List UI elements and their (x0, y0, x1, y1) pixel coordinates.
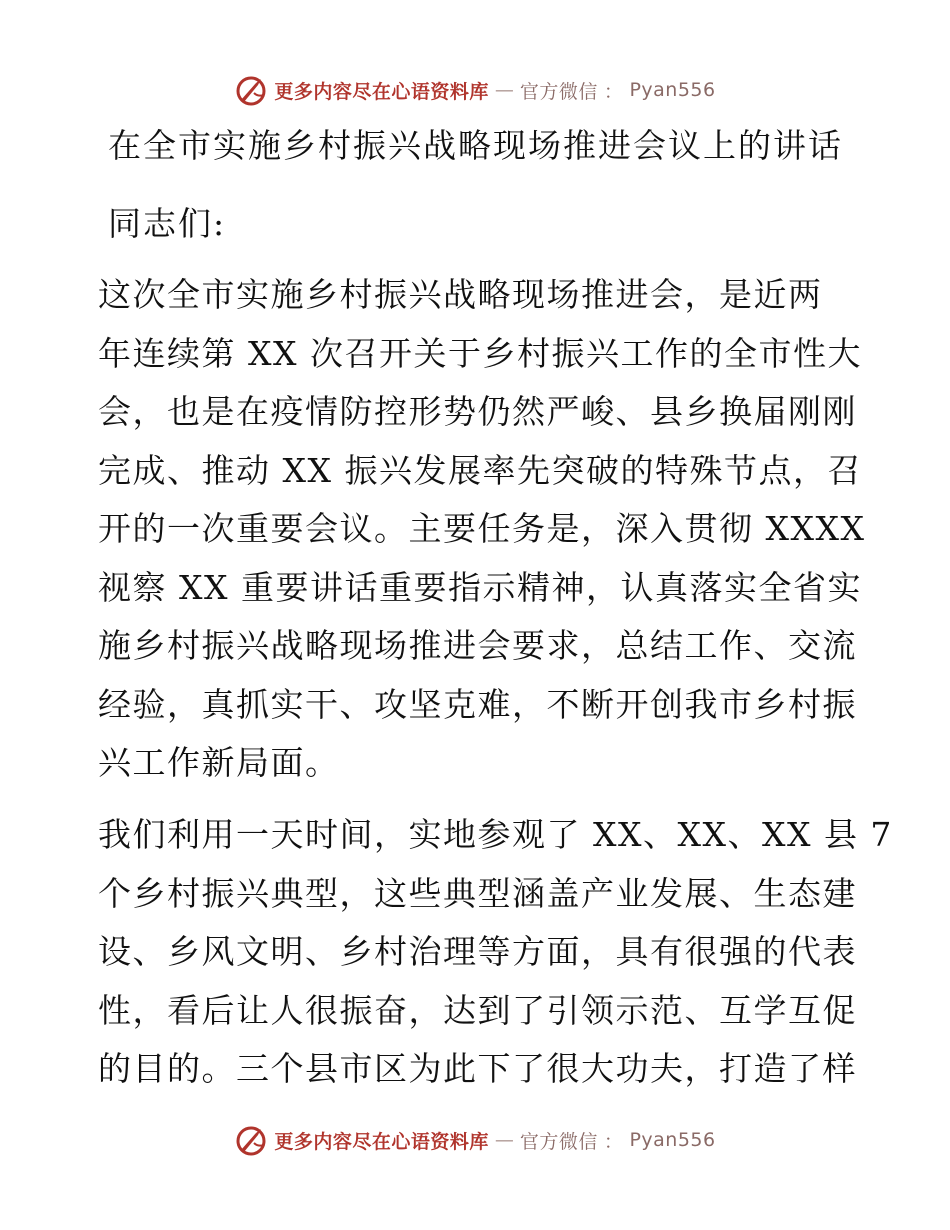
watermark-wechat-label: 官方微信 (519, 80, 598, 103)
watermark-separator: — (494, 79, 514, 101)
watermark-wechat-id: Pyan556 (629, 79, 716, 101)
brush-pen-logo-icon (234, 73, 268, 107)
watermark-brand-text: 更多内容尽在心语资料库 (274, 80, 489, 103)
watermark-brand-text: 更多内容尽在心语资料库 (274, 1130, 489, 1153)
brush-pen-logo-icon (234, 1123, 268, 1157)
watermark-banner-top (0, 70, 950, 110)
paragraph-line: 完成、推动 XX 振兴发展率先突破的特殊节点，召 (98, 450, 862, 490)
paragraph-line: 的目的。三个县市区为此下了很大功夫，打造了样 (98, 1049, 857, 1088)
paragraph-2 (98, 806, 893, 1099)
paragraph-line: 我们利用一天时间，实地参观了 XX、XX、XX 县 7 (98, 815, 893, 854)
paragraph-line: 会，也是在疫情防控形势仍然严峻、县乡换届刚刚 (98, 392, 857, 431)
watermark-colon: ： (603, 80, 624, 103)
watermark-separator: — (494, 1129, 514, 1151)
paragraph-line: 经验，真抓实干、攻坚克难，不断开创我市乡村振 (98, 684, 857, 724)
paragraph-line: 年连续第 XX 次召开关于乡村振兴工作的全市性大 (98, 333, 862, 373)
watermark-banner-bottom (0, 1120, 950, 1160)
watermark-wechat-label: 官方微信 (519, 1130, 598, 1153)
paragraph-1 (98, 266, 866, 793)
paragraph-line: 这次全市实施乡村振兴战略现场推进会，是近两 (98, 275, 823, 314)
paragraph-line: 个乡村振兴典型，这些典型涵盖产业发展、生态建 (98, 873, 857, 913)
salutation: 同志们: (108, 204, 227, 243)
watermark-colon: ： (603, 1130, 624, 1153)
watermark-wechat-id: Pyan556 (629, 1129, 716, 1151)
document-title: 在全市实施乡村振兴战略现场推进会议上的讲话 (108, 126, 843, 165)
paragraph-line: 施乡村振兴战略现场推进会要求，总结工作、交流 (98, 626, 857, 665)
paragraph-line: 性，看后让人很振奋，达到了引领示范、互学互促 (98, 990, 857, 1030)
paragraph-line: 视察 XX 重要讲话重要指示精神，认真落实全省实 (98, 567, 862, 607)
paragraph-line: 兴工作新局面。 (98, 743, 340, 782)
paragraph-line: 设、乡风文明、乡村治理等方面，具有很强的代表 (98, 932, 857, 971)
paragraph-line: 开的一次重要会议。主要任务是，深入贯彻 XXXX (98, 509, 866, 548)
